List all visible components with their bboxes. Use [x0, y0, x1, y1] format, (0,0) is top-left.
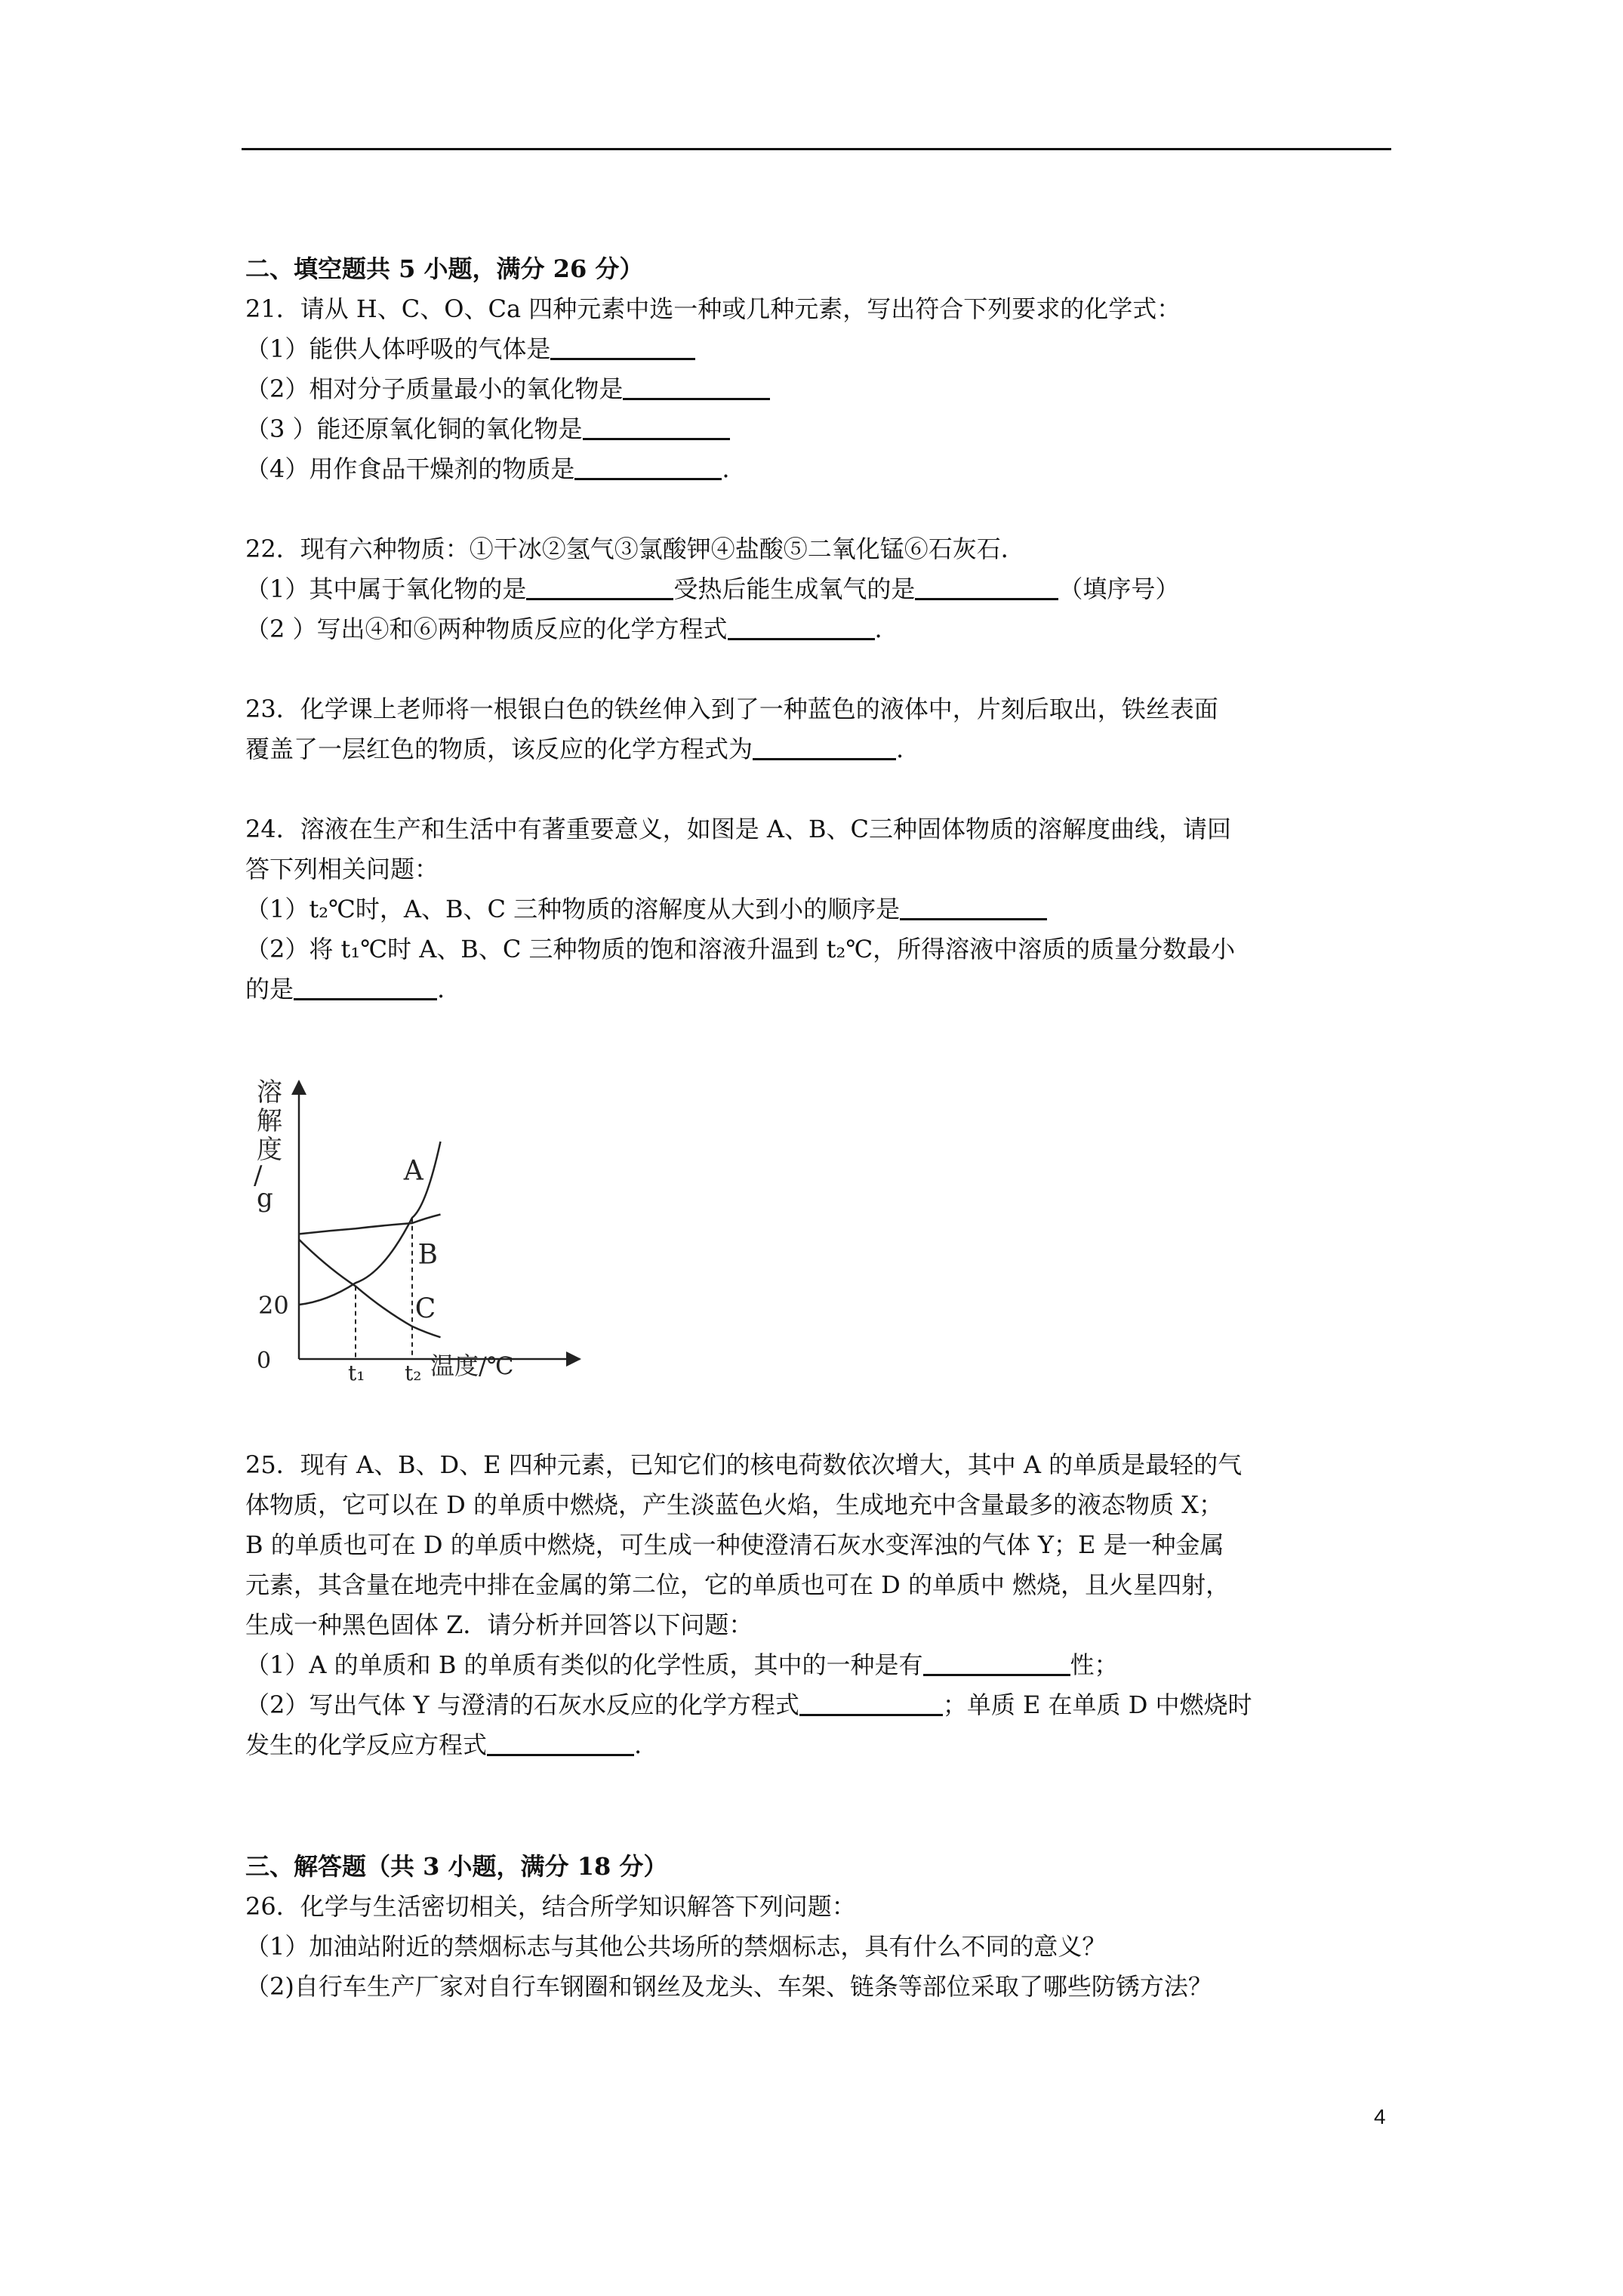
q21-part-4: [245, 454, 730, 484]
q21-part-1: [245, 334, 695, 364]
q24-part-2-text: 的是: [245, 975, 294, 1003]
period: .: [896, 735, 904, 763]
series-label-b: B: [417, 1239, 438, 1271]
q21-part-3: [245, 414, 730, 444]
x-tick-label: t₁: [348, 1361, 365, 1385]
q22-part-1-text-b: 受热后能生成氧气的是: [673, 575, 916, 603]
q22-part-1: [245, 574, 1179, 604]
q23-line-1: 23．化学课上老师将一根银白色的铁丝伸入到了一种蓝色的液体中，片刻后取出，铁丝表面: [245, 695, 1218, 723]
answer-blank[interactable]: [753, 735, 896, 760]
y-axis-label-char: 度: [257, 1135, 282, 1165]
y-tick-label: 20: [258, 1291, 289, 1320]
q25-line-5: 生成一种黑色固体 Z．请分析并回答以下问题：: [245, 1610, 753, 1639]
q25-part-2-text-b: ；单质 E 在单质 D 中燃烧时: [942, 1690, 1252, 1719]
q21-part-2: [245, 374, 770, 404]
series-label-a: A: [403, 1155, 423, 1187]
origin-label: 0: [257, 1348, 272, 1374]
series-label-c: C: [414, 1293, 436, 1325]
solubility-curve-chart: [249, 1072, 589, 1389]
q25-part-2-line-2: [245, 1730, 642, 1760]
y-axis-label-char: 解: [257, 1106, 282, 1136]
q26-part-1: （1）加油站附近的禁烟标志与其他公共场所的禁烟标志，具有什么不同的意义？: [245, 1932, 1107, 1961]
q24-part-1: [245, 894, 1047, 924]
solubility-curve-b: [299, 1214, 441, 1234]
x-axis-label: 温度/℃: [430, 1351, 514, 1380]
answer-blank[interactable]: [526, 575, 673, 600]
q21-part-3-text: （3 ）能还原氧化铜的氧化物是: [245, 415, 583, 443]
q25-part-2: [245, 1690, 1252, 1720]
q22-part-1-text-a: （1）其中属于氧化物的是: [245, 575, 527, 603]
section-2-heading: 二、填空题共 5 小题，满分 26 分）: [245, 254, 644, 283]
q24-part-2: （2）将 t₁℃时 A、B、C 三种物质的饱和溶液升温到 t₂℃，所得溶液中溶质的质量分数最小: [245, 935, 1236, 963]
q21-part-4-text: （4）用作食品干燥剂的物质是: [245, 455, 575, 483]
answer-blank[interactable]: [487, 1731, 634, 1756]
q21-stem: 21．请从 H、C、O、Ca 四种元素中选一种或几种元素，写出符合下列要求的化学式：: [245, 294, 1181, 323]
x-tick-label: t₂: [405, 1361, 422, 1385]
answer-blank[interactable]: [900, 895, 1047, 920]
q26-part-2: （2)自行车生产厂家对自行车钢圈和钢丝及龙头、车架、链条等部位采取了哪些防锈方法？: [245, 1972, 1212, 2001]
period: .: [722, 455, 730, 483]
q25-line-3: B 的单质也可在 D 的单质中燃烧，可生成一种使澄清石灰水变浑浊的气体 Y；E 是一种金属: [245, 1530, 1224, 1559]
y-axis-label-char: 溶: [257, 1077, 282, 1108]
answer-blank[interactable]: [923, 1651, 1070, 1676]
q25-part-2-text-a: （2）写出气体 Y 与澄清的石灰水反应的化学方程式: [245, 1690, 799, 1719]
q25-part-1-text-a: （1）A 的单质和 B 的单质有类似的化学性质，其中的一种是有: [245, 1650, 923, 1679]
answer-blank[interactable]: [550, 335, 695, 360]
answer-blank[interactable]: [583, 415, 730, 440]
q24-part-2-line-2: [245, 974, 445, 1004]
q24-line-2: 答下列相关问题：: [245, 855, 439, 883]
y-axis-label-char: g: [257, 1183, 273, 1213]
y-axis-label-char: /: [254, 1160, 263, 1191]
q22-part-2: [245, 614, 882, 644]
answer-blank[interactable]: [574, 455, 722, 480]
q26-stem: 26．化学与生活密切相关，结合所学知识解答下列问题：: [245, 1892, 856, 1921]
q25-part-1-text-b: 性；: [1070, 1650, 1119, 1679]
page-number: 4: [1374, 2105, 1386, 2128]
q25-line-4: 元素，其含量在地壳中排在金属的第二位，它的单质也可在 D 的单质中 燃烧，且火星四射，: [245, 1570, 1230, 1599]
q25-line-1: 25．现有 A、B、D、E 四种元素，已知它们的核电荷数依次增大，其中 A 的单质是最轻的气: [245, 1450, 1243, 1479]
period: .: [634, 1730, 642, 1759]
q25-part-2-line-2-text: 发生的化学反应方程式: [245, 1730, 488, 1759]
answer-blank[interactable]: [799, 1691, 943, 1716]
q23-line-2: [245, 734, 904, 764]
q21-part-1-text: （1）能供人体呼吸的气体是: [245, 334, 551, 363]
section-3-heading: 三、解答题（共 3 小题，满分 18 分）: [245, 1852, 668, 1881]
q25-part-1: [245, 1650, 1119, 1680]
q22-stem: 22．现有六种物质：①干冰②氢气③氯酸钾④盐酸⑤二氧化锰⑥石灰石．: [245, 535, 1025, 563]
answer-blank[interactable]: [915, 575, 1058, 600]
period: .: [874, 615, 882, 643]
q24-line-1: 24．溶液在生产和生活中有著重要意义，如图是 A、B、C三种固体物质的溶解度曲线，请回: [245, 815, 1232, 843]
q21-part-2-text: （2）相对分子质量最小的氧化物是: [245, 374, 624, 403]
q22-part-1-text-c: （填序号）: [1058, 575, 1180, 603]
answer-blank[interactable]: [294, 975, 437, 1000]
answer-blank[interactable]: [728, 615, 875, 640]
q22-part-2-text: （2 ）写出④和⑥两种物质反应的化学方程式: [245, 615, 728, 643]
header-rule: [242, 148, 1391, 150]
q23-line-2-text: 覆盖了一层红色的物质，该反应的化学方程式为: [245, 735, 753, 763]
q25-line-2: 体物质，它可以在 D 的单质中燃烧，产生淡蓝色火焰，生成地充中含量最多的液态物质 X；: [245, 1490, 1223, 1519]
answer-blank[interactable]: [623, 375, 770, 400]
q24-part-1-text: （1）t₂℃时，A、B、C 三种物质的溶解度从大到小的顺序是: [245, 895, 901, 923]
period: .: [437, 975, 445, 1003]
